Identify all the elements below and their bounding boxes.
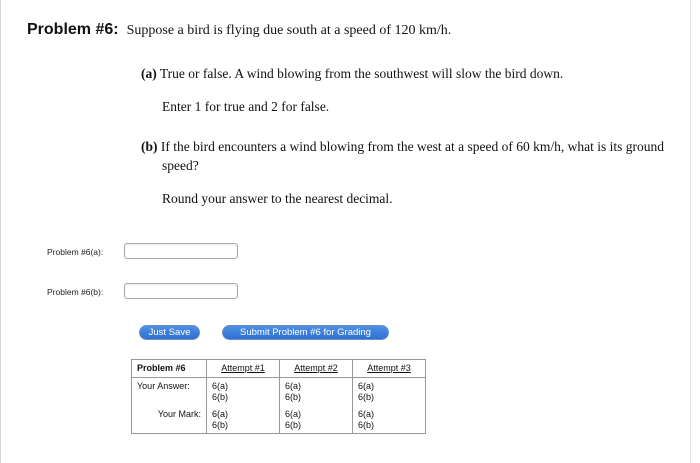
problem-header <box>27 21 451 39</box>
part-b-text-line1: If the bird encounters a wind blowing from the west at a speed of 60 km/h, what is its ground <box>160 139 665 154</box>
just-save-button[interactable]: Just Save <box>139 325 200 340</box>
header-problem: Problem #6 <box>132 360 207 378</box>
header-attempt-2: Attempt #2 <box>280 360 353 378</box>
part-a-marker: (a) <box>141 66 157 81</box>
problem-title: Problem #6: <box>27 21 119 38</box>
answer-b-input[interactable] <box>124 283 238 299</box>
attempt-3-mark-a: 6(a) <box>358 409 375 419</box>
your-answer-row <box>132 378 426 406</box>
left-frame-border <box>0 0 1 463</box>
your-mark-label: Your Mark: <box>132 405 207 434</box>
attempt-1-answer-b: 6(b) <box>212 392 229 402</box>
your-answer-label: Your Answer: <box>132 378 207 406</box>
attempt-2-mark <box>280 405 353 434</box>
part-b-marker: (b) <box>141 139 158 154</box>
attempt-3-mark-b: 6(b) <box>358 420 375 430</box>
part-b-text-line2: speed? <box>162 158 199 173</box>
part-a-question <box>141 64 563 83</box>
attempt-1-mark <box>207 405 280 434</box>
header-attempt-3: Attempt #3 <box>353 360 426 378</box>
right-frame-border <box>690 0 691 463</box>
header-attempt-1: Attempt #1 <box>207 360 280 378</box>
attempt-2-answer-a: 6(a) <box>285 381 302 391</box>
attempt-3-mark <box>353 405 426 434</box>
attempt-1-mark-b: 6(b) <box>212 420 229 430</box>
attempt-3-answer-b: 6(b) <box>358 392 375 402</box>
attempt-2-answer-b: 6(b) <box>285 392 302 402</box>
attempt-3-answer-a: 6(a) <box>358 381 375 391</box>
answer-a-label: Problem #6(a): <box>47 247 104 257</box>
attempt-1-answer <box>207 378 280 406</box>
answer-a-input[interactable] <box>124 243 238 259</box>
answer-b-label: Problem #6(b): <box>47 287 104 297</box>
attempts-table <box>131 359 426 434</box>
part-b-question <box>141 137 664 156</box>
attempts-header-row <box>132 360 426 378</box>
attempt-2-answer <box>280 378 353 406</box>
part-b-instruction: Round your answer to the nearest decimal. <box>162 191 393 206</box>
attempt-1-mark-a: 6(a) <box>212 409 229 419</box>
part-a-instruction: Enter 1 for true and 2 for false. <box>162 99 330 114</box>
attempt-3-answer <box>353 378 426 406</box>
part-a-text: True or false. A wind blowing from the southwest will slow the bird down. <box>159 66 564 81</box>
submit-grading-button[interactable]: Submit Problem #6 for Grading <box>222 325 389 340</box>
problem-statement: Suppose a bird is flying due south at a speed of 120 km/h. <box>126 23 452 38</box>
attempt-2-mark-a: 6(a) <box>285 409 302 419</box>
attempt-1-answer-a: 6(a) <box>212 381 229 391</box>
your-mark-row <box>132 405 426 434</box>
attempt-2-mark-b: 6(b) <box>285 420 302 430</box>
